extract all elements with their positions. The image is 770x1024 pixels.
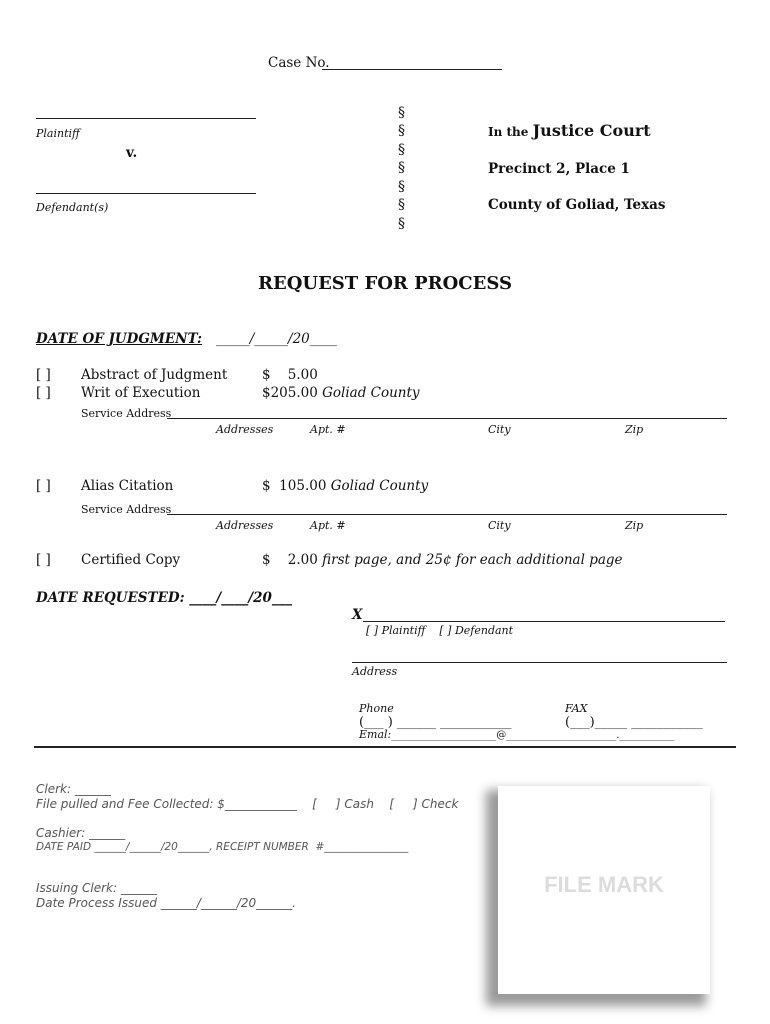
- certified-checkbox[interactable]: [ ]: [36, 552, 51, 568]
- alias-label: Alias Citation: [81, 478, 174, 494]
- apt-caption: Apt. #: [310, 423, 346, 436]
- section-symbol: §: [398, 179, 405, 195]
- alias-fee-county: Goliad County: [330, 478, 429, 494]
- fax-field[interactable]: (___)_____ ___________: [565, 715, 703, 730]
- plaintiff-name-field[interactable]: [36, 118, 256, 119]
- city-caption: City: [488, 519, 511, 532]
- issuing-clerk-line: Issuing Clerk: ______: [36, 881, 157, 895]
- court-prefix: In the: [488, 125, 533, 139]
- writ-label: Writ of Execution: [81, 385, 201, 401]
- fee-collected-line: File pulled and Fee Collected: $____________ [ ] Cash [ ] Check: [36, 797, 459, 811]
- abstract-checkbox[interactable]: [ ]: [36, 367, 51, 383]
- case-number-field[interactable]: [322, 69, 502, 70]
- abstract-fee: $ 5.00: [262, 367, 318, 383]
- section-symbol: §: [398, 197, 405, 213]
- phone-label: Phone: [359, 702, 394, 715]
- certified-fee: [262, 552, 623, 568]
- section-divider: [34, 746, 736, 748]
- date-issued-line: Date Process Issued ______/______/20______.: [36, 896, 296, 910]
- alias-fee-amount: $ 105.00: [262, 478, 327, 494]
- case-number-label: Case No.: [268, 55, 330, 71]
- email-label: Emal:: [359, 728, 392, 741]
- service-address-field[interactable]: [167, 514, 727, 515]
- section-symbol: §: [398, 216, 405, 232]
- versus-label: v.: [126, 145, 138, 161]
- date-requested[interactable]: DATE REQUESTED: ____/____/20___: [36, 590, 293, 606]
- court-name: Justice Court: [532, 121, 651, 140]
- alias-fee: [262, 478, 428, 494]
- address-label: Address: [352, 665, 398, 678]
- date-of-judgment-label: DATE OF JUDGMENT:: [36, 331, 203, 347]
- section-symbol: §: [398, 105, 405, 121]
- defendant-name-field[interactable]: [36, 193, 256, 194]
- address-field[interactable]: [352, 662, 727, 663]
- certified-fee-note: first page, and 25¢ for each additional page: [322, 552, 623, 568]
- writ-fee: [262, 385, 420, 401]
- writ-checkbox[interactable]: [ ]: [36, 385, 51, 401]
- certified-label: Certified Copy: [81, 552, 181, 568]
- service-address-label: Service Address: [81, 503, 172, 516]
- phone-field[interactable]: (___ ) ______ ___________: [359, 715, 512, 730]
- plaintiff-label: Plaintiff: [36, 127, 80, 140]
- writ-fee-county: Goliad County: [322, 385, 420, 401]
- signature-field[interactable]: [363, 621, 725, 622]
- cashier-line: Cashier: ______: [36, 826, 126, 840]
- zip-caption: Zip: [625, 423, 644, 436]
- fax-label: FAX: [565, 702, 588, 715]
- section-symbol: §: [398, 123, 405, 139]
- addresses-caption: Addresses: [216, 423, 274, 436]
- alias-checkbox[interactable]: [ ]: [36, 478, 51, 494]
- court-county: County of Goliad, Texas: [488, 197, 666, 213]
- defendant-label: Defendant(s): [36, 201, 109, 214]
- email-field[interactable]: _____________________@______________________.___________: [391, 730, 675, 741]
- signature-x-mark: X: [352, 607, 363, 623]
- city-caption: City: [488, 423, 511, 436]
- email-row[interactable]: [352, 715, 674, 741]
- addresses-caption: Addresses: [216, 519, 274, 532]
- section-symbol: §: [398, 160, 405, 176]
- section-symbol: §: [398, 142, 405, 158]
- apt-caption: Apt. #: [310, 519, 346, 532]
- writ-fee-amount: $205.00: [262, 385, 318, 401]
- party-options[interactable]: [ ] Plaintiff [ ] Defendant: [366, 624, 514, 637]
- file-mark-box: [498, 786, 710, 994]
- court-heading: [488, 121, 651, 140]
- page-title: REQUEST FOR PROCESS: [258, 273, 512, 294]
- clerk-line: Clerk: ______: [36, 782, 111, 796]
- certified-fee-amount: $ 2.00: [262, 552, 318, 568]
- abstract-label: Abstract of Judgment: [81, 367, 228, 383]
- zip-caption: Zip: [625, 519, 644, 532]
- service-address-field[interactable]: [167, 418, 727, 419]
- date-paid-line: DATE PAID ______/______/20______, RECEIPT NUMBER #________________: [36, 841, 409, 853]
- date-of-judgment-field[interactable]: _____/_____/20____: [216, 331, 337, 347]
- service-address-label: Service Address: [81, 407, 172, 420]
- court-precinct: Precinct 2, Place 1: [488, 161, 630, 177]
- file-mark-label: FILE MARK: [544, 872, 664, 897]
